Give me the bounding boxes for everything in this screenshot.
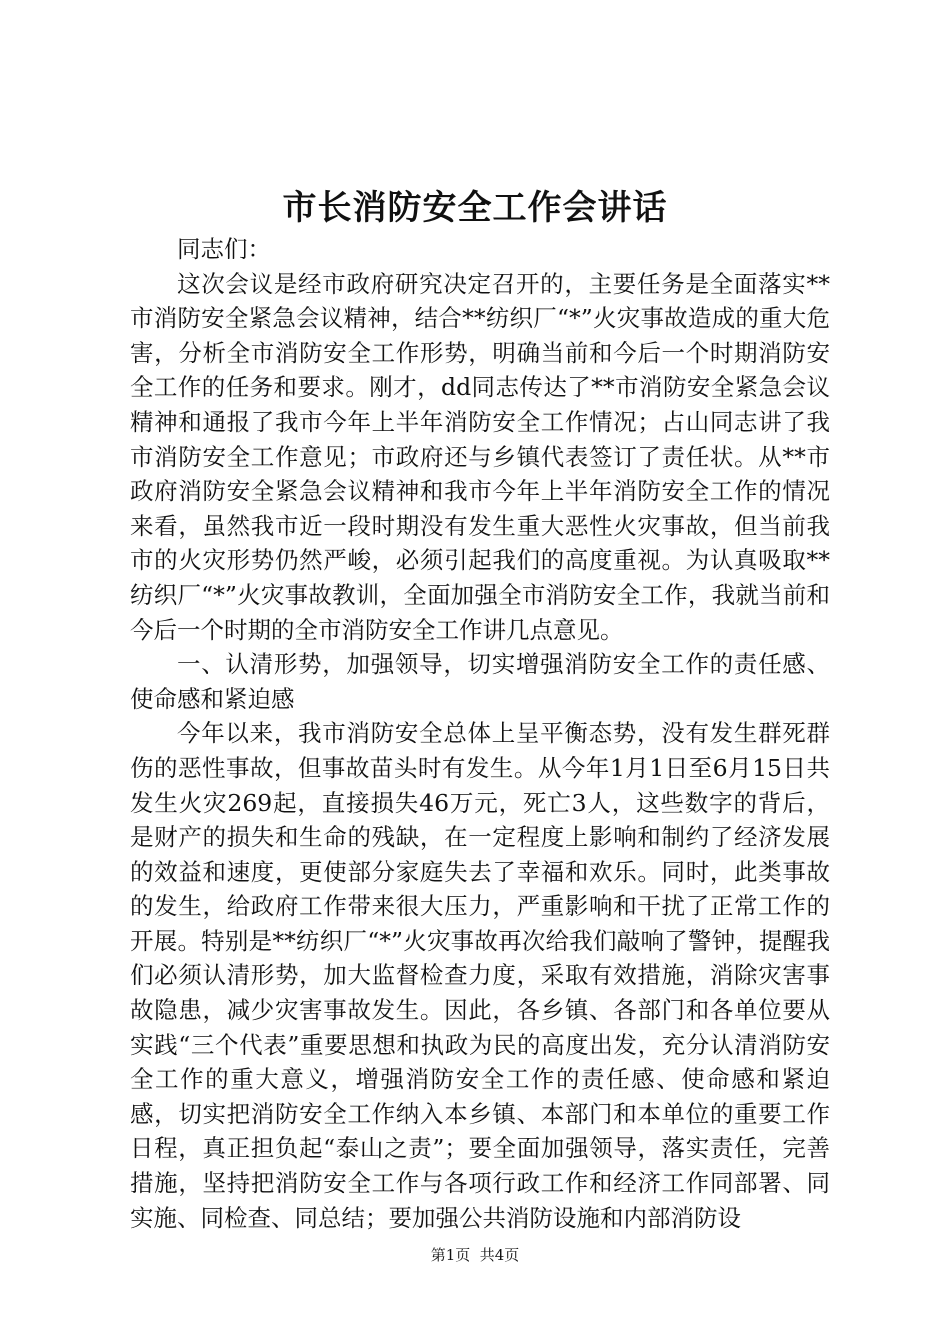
paragraph-2: 今年以来，我市消防安全总体上呈平衡态势，没有发生群死群伤的恶性事故，但事故苗头时有发生。从今年1月1日至6月15日共发生火灾269起，直接损失46万元，死亡3人，这些数字的背后，是财产的损失和生命的残缺，在一定程度上影响和制约了经济发展的效益和速度，更使部分家庭失去了幸福和欢乐。同时，此类事故的发生，给政府工作带来很大压力，严重影响和干扰了正常工作的开展。特别是**纺织厂“*”火灾事故再次给我们敲响了警钟，提醒我们必须认清形势，加大监督检查力度，采取有效措施，消除灾害事故隐患，减少灾害事故发生。因此，各乡镇、各部门和各单位要从实践“三个代表”重要思想和执政为民的高度出发，充分认清消防安全工作的重大意义，增强消防安全工作的责任感、使命感和紧迫感，切实把消防安全工作纳入本乡镇、本部门和本单位的重要工作日程，真正担负起“泰山之责”；要全面加强领导，落实责任，完善措施，坚持把消防安全工作与各项行政工作和经济工作同部署、同实施、同检查、同总结；要加强公共消防设施和内部消防设 [130, 719, 830, 1232]
document-body [130, 232, 830, 1235]
salutation: 同志们： [177, 235, 271, 263]
document-title: 市长消防安全工作会讲话 [282, 188, 668, 228]
page-footer [0, 1244, 950, 1266]
section-heading-1: 一、认清形势，加强领导，切实增强消防安全工作的责任感、使命感和紧迫感 [130, 650, 830, 713]
paragraph-1: 这次会议是经市政府研究决定召开的，主要任务是全面落实**市消防安全紧急会议精神，结合**纺织厂“*”火灾事故造成的重大危害，分析全市消防安全工作形势，明确当前和今后一个时期消防安全工作的任务和要求。刚才，dd同志传达了**市消防安全紧急会议精神和通报了我市今年上半年消防安全工作情况；占山同志讲了我市消防安全工作意见；市政府还与乡镇代表签订了责任状。从**市政府消防安全紧急会议精神和我市今年上半年消防安全工作的情况来看，虽然我市近一段时期没有发生重大恶性火灾事故，但当前我市的火灾形势仍然严峻，必须引起我们的高度重视。为认真吸取**纺织厂“*”火灾事故教训，全面加强全市消防安全工作，我就当前和今后一个时期的全市消防安全工作讲几点意见。 [130, 269, 830, 644]
page-indicator: 第1页 共4页 [430, 1246, 520, 1264]
